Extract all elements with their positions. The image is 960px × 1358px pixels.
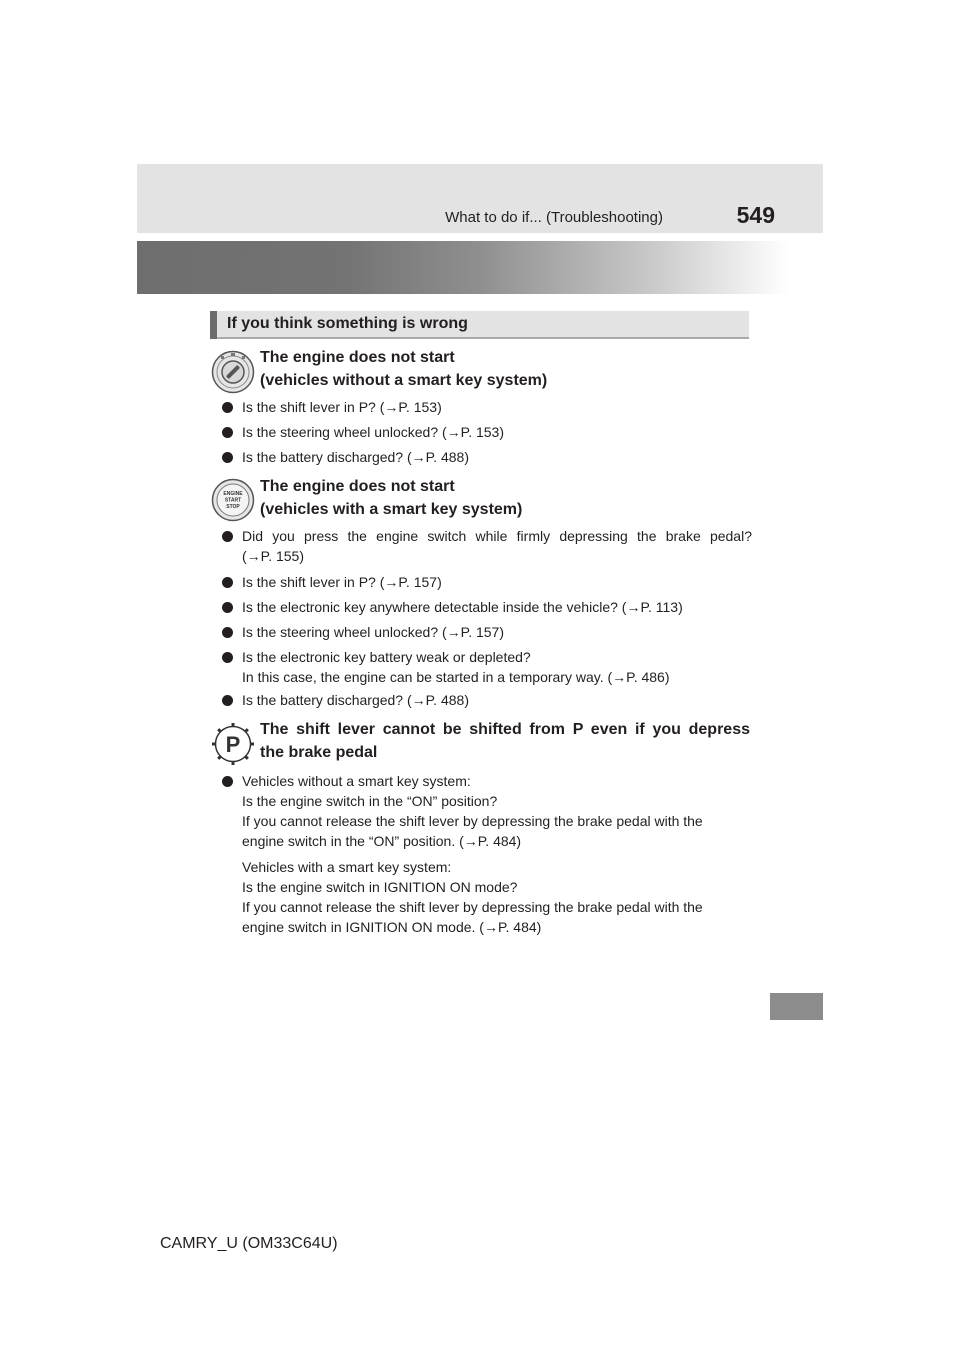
svg-text:STOP: STOP <box>226 504 240 510</box>
bullet-icon <box>222 602 233 613</box>
svg-text:P: P <box>225 732 241 757</box>
ignition-switch-icon <box>211 350 255 394</box>
section-title: If you think something is wrong <box>227 315 468 332</box>
list-item: Is the shift lever in P? (→P. 153) <box>222 397 752 417</box>
list-item: Is the electronic key battery weak or depleted? In this case, the engine can be started in a temporary way. (→P. 486) <box>222 647 752 687</box>
page-header <box>137 164 823 233</box>
list-item: Is the shift lever in P? (→P. 157) <box>222 572 752 592</box>
svg-text:ENGINE: ENGINE <box>223 491 243 497</box>
page-number: 549 <box>736 202 775 228</box>
bullet-icon <box>222 652 233 663</box>
bullet-icon <box>222 695 233 706</box>
chapter-title: What to do if... (Troubleshooting) <box>445 209 663 226</box>
bullet-icon <box>222 452 233 463</box>
block2-heading: The engine does not start (vehicles with a smart key system) <box>260 478 523 518</box>
park-p-icon <box>211 722 255 766</box>
bullet-icon <box>222 577 233 588</box>
list-item: Vehicles without a smart key system: Is the engine switch in the “ON” position? If you cannot release the shift lever by depressing the brake pedal with the engine switch in the “ON” position. (→P. 484) <box>222 771 752 851</box>
bullet-icon <box>222 776 233 787</box>
chapter-banner <box>137 241 823 294</box>
list-item: Is the electronic key anywhere detectable inside the vehicle? (→P. 113) <box>222 597 752 617</box>
bullet-icon <box>222 402 233 413</box>
list-item: Is the battery discharged? (→P. 488) <box>222 690 752 710</box>
bullet-icon <box>222 531 233 542</box>
svg-text:START: START <box>224 497 242 504</box>
chapter-tab <box>770 993 823 1020</box>
list-item: Is the battery discharged? (→P. 488) <box>222 447 752 467</box>
list-item: Did you press the engine switch while firmly depressing the brake pedal? (→P. 155) <box>222 526 752 566</box>
list-item: Is the steering wheel unlocked? (→P. 153) <box>222 422 752 442</box>
bullet-icon <box>222 427 233 438</box>
engine-start-stop-icon <box>211 478 255 522</box>
document-code: CAMRY_U (OM33C64U) <box>160 1235 338 1252</box>
section-heading <box>210 311 749 339</box>
list-item-continuation: Vehicles with a smart key system: Is the engine switch in IGNITION ON mode? If you cannot release the shift lever by depressing the brake pedal with the engine switch in IGNITION ON mode. (→P. 484) <box>242 859 703 935</box>
block3-heading: The shift lever cannot be shifted from P even if you depress the brake pedal <box>260 721 750 761</box>
block1-heading: The engine does not start (vehicles without a smart key system) <box>260 349 548 389</box>
bullet-icon <box>222 627 233 638</box>
list-item: Is the steering wheel unlocked? (→P. 157) <box>222 622 752 642</box>
